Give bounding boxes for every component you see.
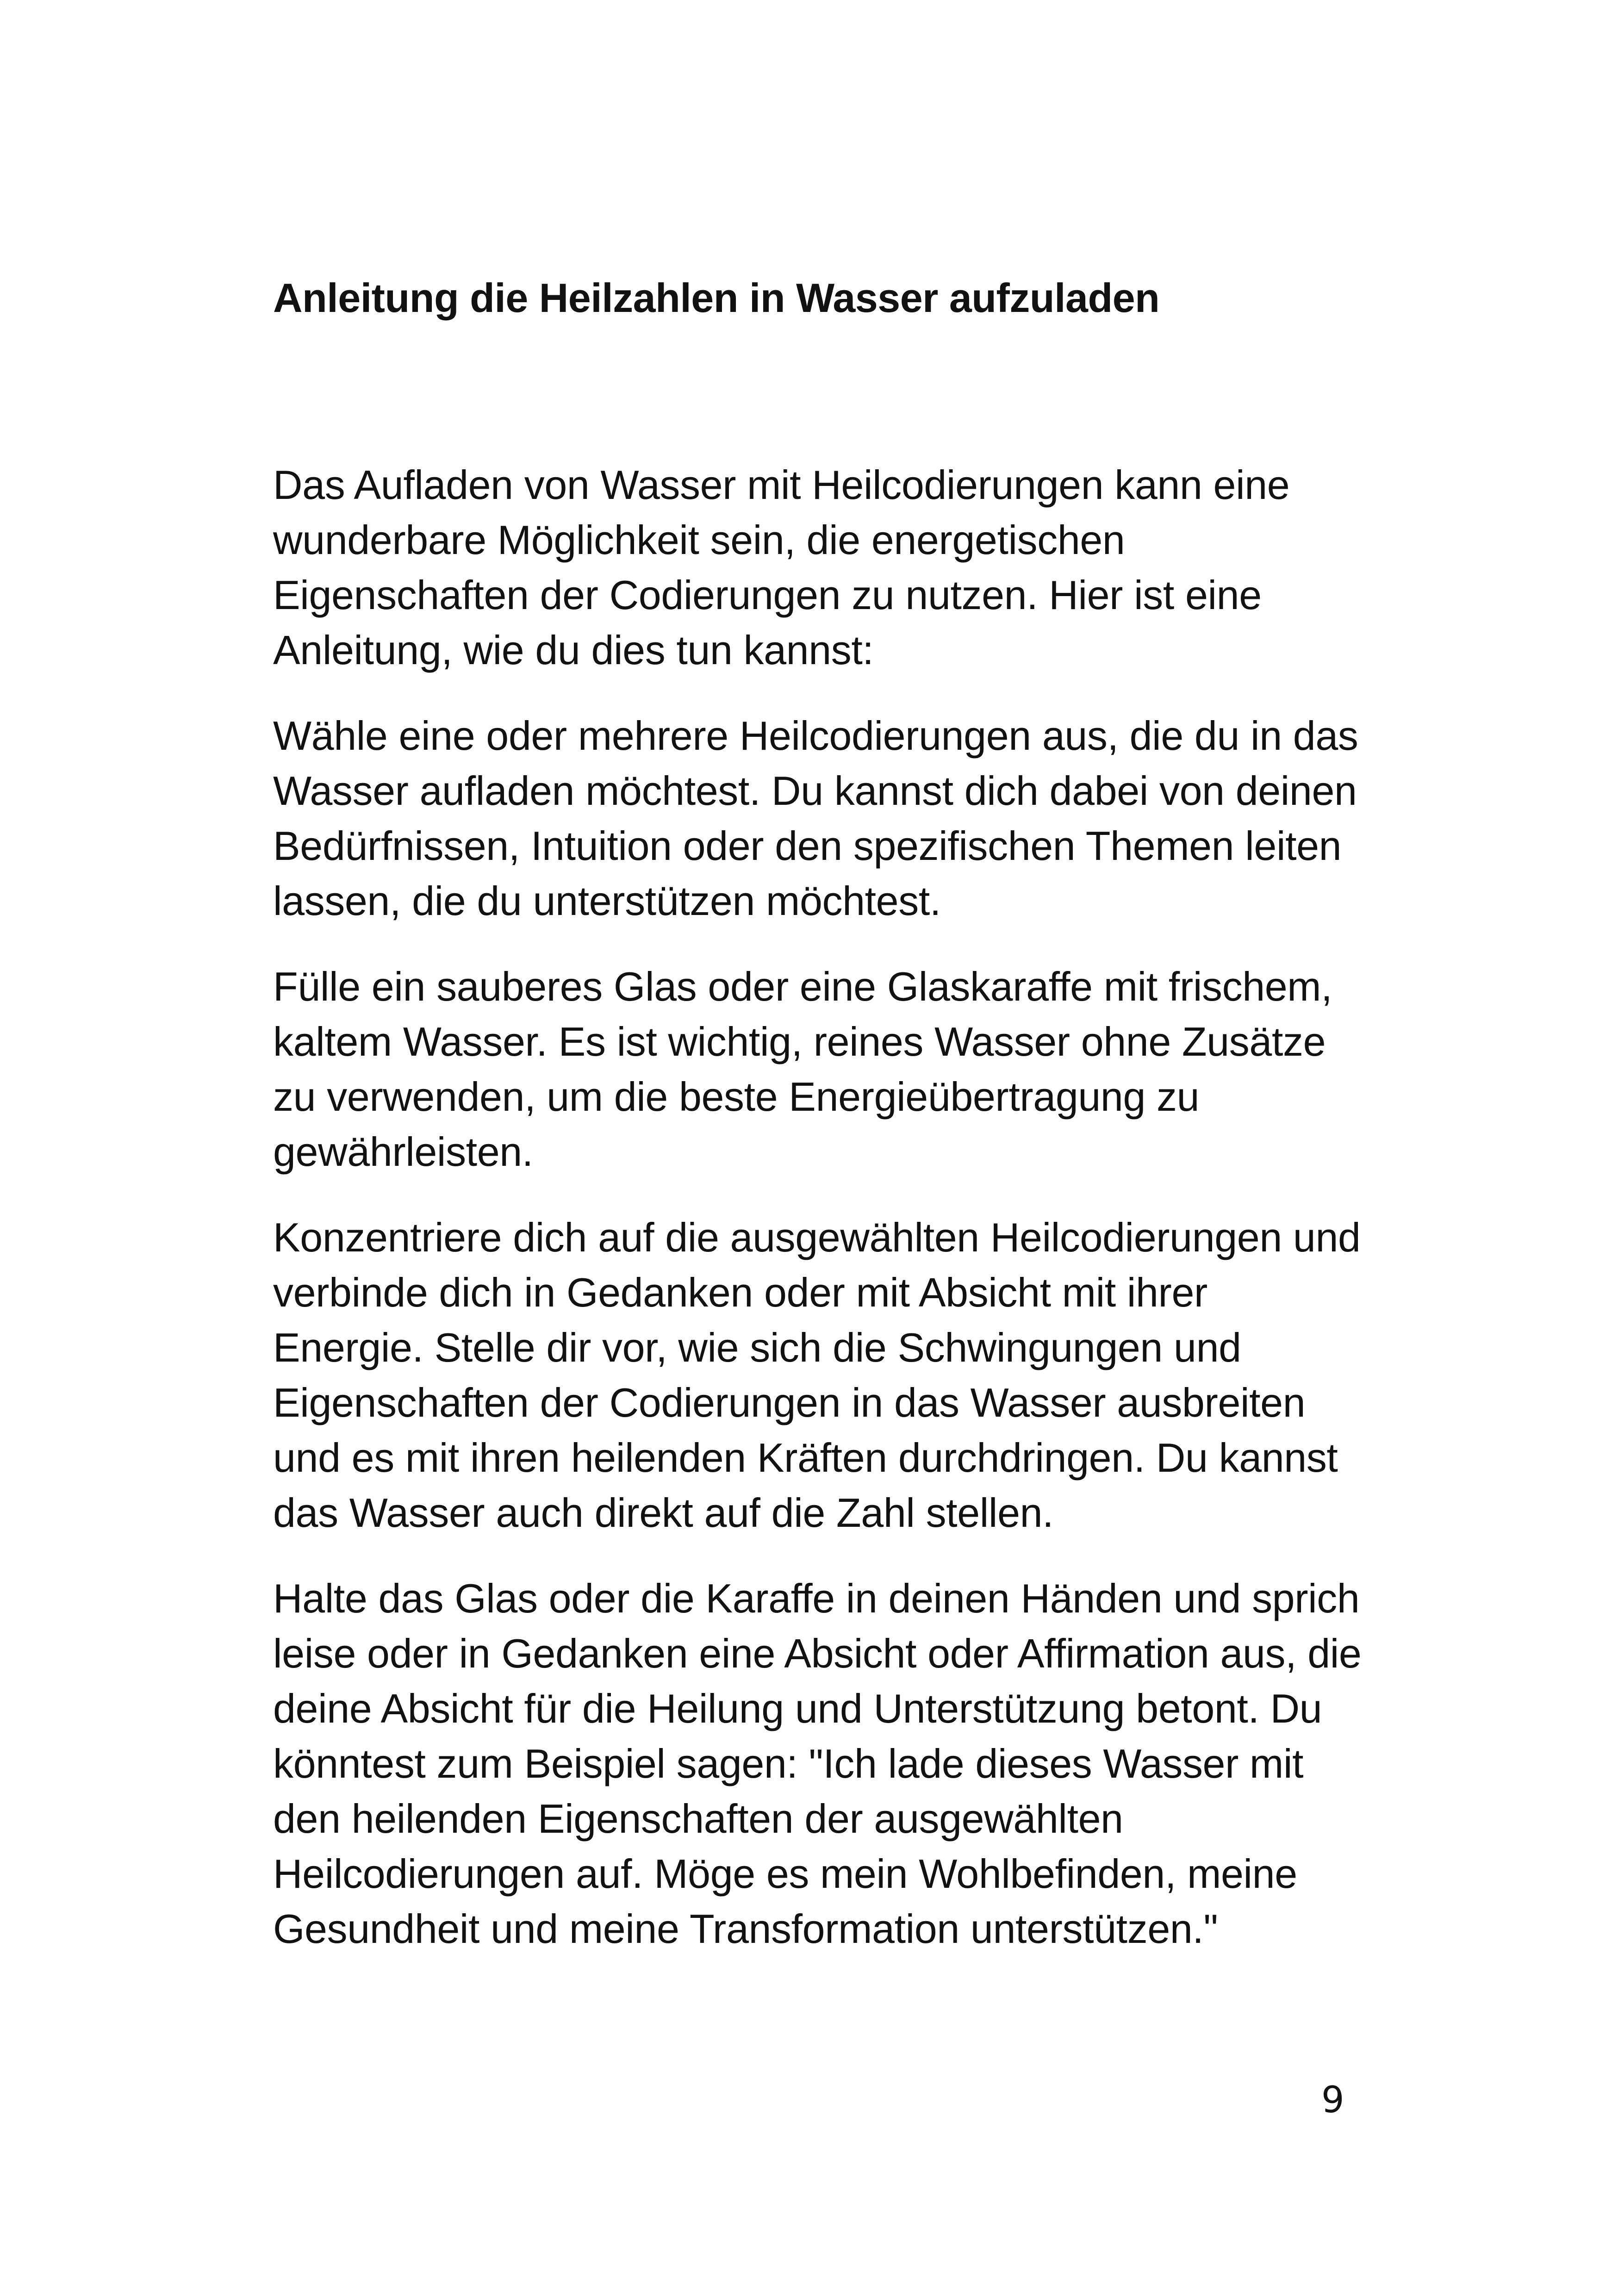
body-text: [273, 457, 1365, 1956]
page-content: [273, 272, 1365, 1987]
paragraph-step-fill: Fülle ein sauberes Glas oder eine Glaskaraffe mit frischem, kaltem Wasser. Es ist wichtig, reines Wasser ohne Zusätze zu verwenden, um die beste Energieübertragung zu gewährleisten.: [273, 964, 1332, 1175]
paragraph-step-choose: Wähle eine oder mehrere Heilcodierungen aus, die du in das Wasser aufladen möchtest. Du kannst dich dabei von deinen Bedürfnissen, Intuition oder den spezifischen Themen leiten lassen, die du unterstützen möchtest.: [273, 713, 1358, 924]
paragraph-intro: Das Aufladen von Wasser mit Heilcodierungen kann eine wunderbare Möglichkeit sein, die energetischen Eigenschaften der Codierungen zu nutzen. Hier ist eine Anleitung, wie du dies tun kannst:: [273, 462, 1290, 673]
paragraph-step-affirm: Halte das Glas oder die Karaffe in deinen Händen und sprich leise oder in Gedanken eine Absicht oder Affirmation aus, die deine Absicht für die Heilung und Unterstützung betont. Du könntest zum Beispiel sagen: "Ich lade dieses Wasser mit den heilenden Eigenschaften der ausgewählten Heilcodierungen auf. Möge es mein Wohlbefinden, meine Gesundheit und meine Transformation unterstützen.": [273, 1575, 1362, 1952]
paragraph-step-concentrate: Konzentriere dich auf die ausgewählten Heilcodierungen und verbinde dich in Gedanken oder mit Absicht mit ihrer Energie. Stelle dir vor, wie sich die Schwingungen und Eigenschaften der Codierungen in das Wasser ausbreiten und es mit ihren heilenden Kräften durchdringen. Du kannst das Wasser auch direkt auf die Zahl stellen.: [273, 1214, 1361, 1536]
page-number: 9: [1321, 2079, 1344, 2121]
section-heading: Anleitung die Heilzahlen in Wasser aufzuladen: [273, 275, 1160, 321]
